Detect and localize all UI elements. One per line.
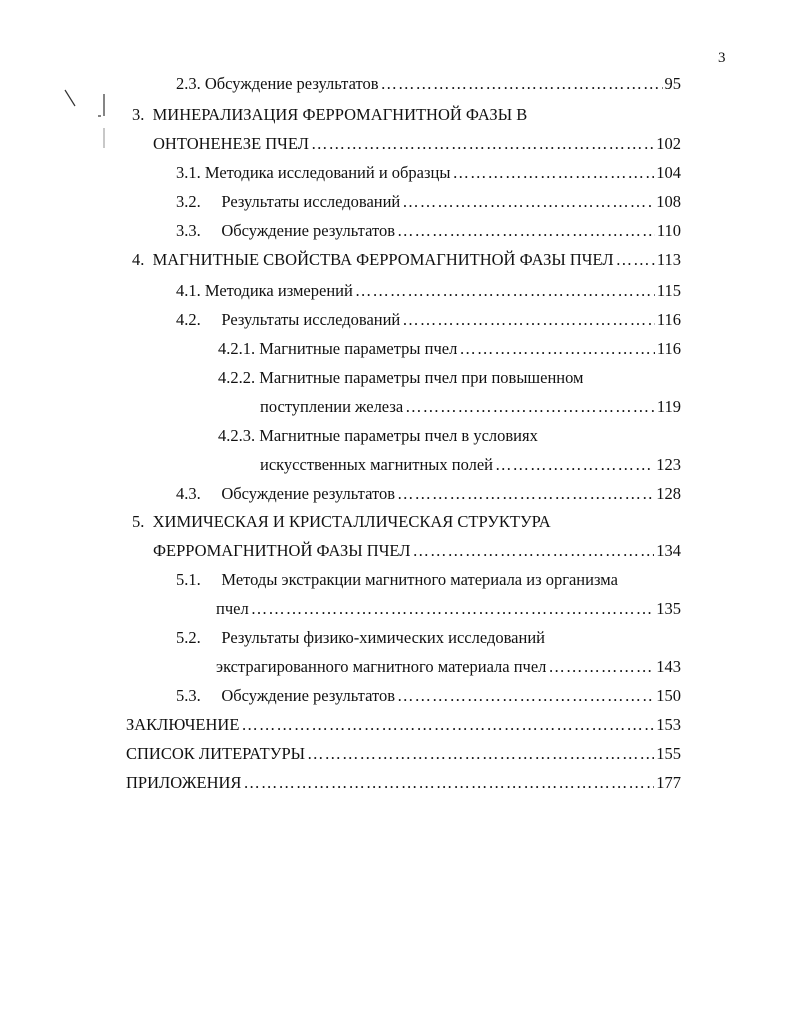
toc-entry-title: МАГНИТНЫЕ СВОЙСТВА ФЕРРОМАГНИТНОЙ ФАЗЫ ПЧЕЛ (152, 250, 614, 269)
toc-entry-num: 3. (132, 105, 145, 124)
toc-entry-title: ХИМИЧЕСКАЯ И КРИСТАЛЛИЧЕСКАЯ СТРУКТУРА (152, 512, 551, 531)
toc-entry-title: Обсуждение результатов (221, 686, 395, 705)
toc-entry-page: 153 (656, 715, 681, 734)
toc-entry-continuation (216, 598, 681, 620)
toc-entry (176, 569, 618, 591)
toc-entry-num: 3.1. (176, 163, 201, 182)
toc-entry (176, 309, 681, 331)
toc-entry-title: Результаты физико-химических исследований (221, 628, 545, 647)
toc-entry (218, 367, 583, 389)
dot-leader (495, 454, 654, 476)
toc-entry-page: 123 (656, 455, 681, 474)
dot-leader (548, 656, 654, 678)
toc-entry-title: экстрагированного магнитного материала пчел (216, 657, 547, 676)
toc-entry (126, 714, 681, 736)
toc-entry-page: 143 (656, 657, 681, 676)
toc-entry (176, 280, 681, 302)
margin-pen-marks (60, 88, 110, 158)
toc-entry (176, 191, 681, 213)
toc-entry-num: 5.1. (176, 570, 201, 589)
toc-entry-continuation (153, 540, 681, 562)
toc-entry-page: 115 (656, 281, 681, 300)
toc-entry (176, 483, 681, 505)
toc-entry-title: ОНТОНЕНЕЗЕ ПЧЕЛ (153, 134, 309, 153)
toc-entry (176, 220, 681, 242)
toc-entry (176, 685, 681, 707)
toc-entry-page: 134 (656, 541, 681, 560)
toc-entry-page: 116 (656, 310, 681, 329)
toc-entry-title: Методы экстракции магнитного материала из организма (221, 570, 618, 589)
toc-entry-title: СПИСОК ЛИТЕРАТУРЫ (126, 744, 306, 763)
toc-entry-num: 4.2. (176, 310, 201, 329)
toc-entry-page: 119 (656, 397, 681, 416)
toc-entry-page: 150 (656, 686, 681, 705)
dot-leader (405, 396, 655, 418)
dot-leader (459, 338, 655, 360)
toc-entry-num: 2.3. (176, 74, 201, 93)
toc-entry-continuation (260, 396, 681, 418)
toc-entry (126, 772, 681, 794)
dot-leader (241, 714, 654, 736)
toc-entry-title: ПРИЛОЖЕНИЯ (126, 773, 242, 792)
toc-entry-num: 5.3. (176, 686, 201, 705)
dot-leader (412, 540, 654, 562)
toc-entry-title: Магнитные параметры пчел (259, 339, 458, 358)
toc-entry-continuation (216, 656, 681, 678)
toc-entry-num: 4.2.1. (218, 339, 256, 358)
toc-entry-num: 4.2.3. (218, 426, 256, 445)
dot-leader (402, 191, 654, 213)
toc-entry-num: 4. (132, 250, 145, 269)
toc-entry-title: Методика измерений (204, 281, 353, 300)
dot-leader (311, 133, 654, 155)
dot-leader (397, 483, 654, 505)
dot-leader (397, 220, 655, 242)
dot-leader (355, 280, 655, 302)
toc-entry-page: 102 (656, 134, 681, 153)
toc-entry-page: 135 (656, 599, 681, 618)
toc-entry-page: 128 (656, 484, 681, 503)
dot-leader (381, 73, 663, 95)
toc-entry-num: 3.2. (176, 192, 201, 211)
dot-leader (307, 743, 654, 765)
toc-entry-page: 177 (656, 773, 681, 792)
toc-entry-title: Методика исследований и образцы (204, 163, 451, 182)
toc-entry-page: 110 (656, 221, 681, 240)
toc-entry-num: 4.1. (176, 281, 201, 300)
toc-entry-page: 95 (664, 74, 681, 93)
toc-entry-title: Обсуждение результатов (221, 484, 395, 503)
toc-entry-page: 113 (656, 250, 681, 269)
toc-entry (176, 162, 681, 184)
toc-entry-num: 4.3. (176, 484, 201, 503)
toc-entry-continuation (153, 133, 681, 155)
toc-entry (218, 338, 681, 360)
toc-entry-title: МИНЕРАЛИЗАЦИЯ ФЕРРОМАГНИТНОЙ ФАЗЫ В (152, 105, 528, 124)
toc-entry-continuation (260, 454, 681, 476)
toc-entry-title: Магнитные параметры пчел при повышенном (259, 368, 584, 387)
toc-entry-page: 116 (656, 339, 681, 358)
toc-entry-page: 155 (656, 744, 681, 763)
toc-entry-title: Магнитные параметры пчел в условиях (259, 426, 538, 445)
toc-entry (132, 104, 527, 126)
toc-entry-num: 3.3. (176, 221, 201, 240)
dot-leader (452, 162, 654, 184)
toc-entry-title: поступлении железа (260, 397, 404, 416)
dot-leader (243, 772, 654, 794)
toc-entry-title: Обсуждение результатов (204, 74, 379, 93)
toc-entry-title: пчел (216, 599, 249, 618)
toc-entry (132, 511, 551, 533)
toc-entry (218, 425, 538, 447)
toc-entry-title: Результаты исследований (221, 310, 401, 329)
toc-entry (176, 73, 681, 95)
toc-entry (132, 249, 681, 271)
dot-leader (402, 309, 655, 331)
dot-leader (251, 598, 655, 620)
toc-entry-title: ЗАКЛЮЧЕНИЕ (126, 715, 240, 734)
toc-entry (126, 743, 681, 765)
dot-leader (616, 249, 655, 271)
dot-leader (397, 685, 654, 707)
toc-entry-title: ФЕРРОМАГНИТНОЙ ФАЗЫ ПЧЕЛ (153, 541, 411, 560)
toc-entry-title: искусственных магнитных полей (260, 455, 494, 474)
toc-entry-page: 108 (656, 192, 681, 211)
toc-entry-num: 5. (132, 512, 145, 531)
toc-entry-num: 5.2. (176, 628, 201, 647)
toc-entry-num: 4.2.2. (218, 368, 256, 387)
toc-entry-title: Обсуждение результатов (221, 221, 395, 240)
page-number: 3 (718, 50, 726, 66)
toc-entry-page: 104 (656, 163, 681, 182)
toc-entry-title: Результаты исследований (221, 192, 401, 211)
toc-entry (176, 627, 545, 649)
